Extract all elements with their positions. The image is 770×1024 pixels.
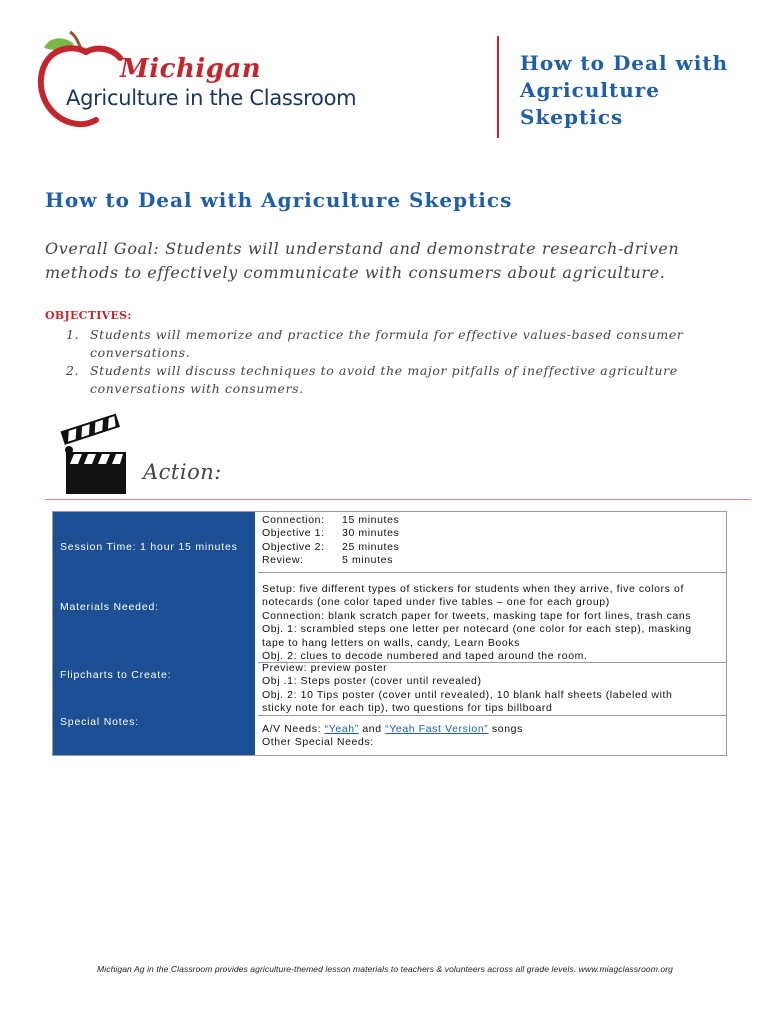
logo — [34, 30, 357, 130]
logo-michigan: Michigan — [120, 54, 262, 84]
objective-text: Students will memorize and practice the formula for effective values-based consumer conversations. — [90, 327, 684, 360]
action-heading: Action: — [143, 460, 222, 484]
apple-logo-icon — [34, 30, 134, 130]
clapperboard-icon — [60, 412, 130, 496]
materials-line: tape to hang letters on walls, candy, Learn Books — [262, 636, 521, 649]
objective-number: 2. — [66, 363, 80, 378]
schedule-time: 15 minutes — [342, 514, 400, 526]
flipcharts-line: sticky note for each tip), two questions for tips billboard — [262, 702, 553, 715]
header-title-line2: Agriculture — [520, 78, 660, 102]
special-notes-text — [262, 723, 523, 750]
objectives-label: OBJECTIVES: — [45, 309, 132, 322]
objective-text: Students will discuss techniques to avoid the major pitfalls of ineffective agriculture conversations with consumers. — [90, 363, 678, 396]
lesson-table — [52, 511, 727, 756]
header-title-line3: Skeptics — [520, 105, 624, 129]
materials-line: Obj. 1: scrambled steps one letter per notecard (one color for each step), masking — [262, 623, 692, 636]
materials-line: Setup: five different types of stickers for students when they arrive, five colors of — [262, 583, 684, 595]
logo-subtitle: Agriculture in the Classroom — [66, 86, 357, 110]
av-needs-prefix: A/V Needs: — [262, 723, 325, 735]
page-title: How to Deal with Agriculture Skeptics — [45, 188, 513, 212]
materials-label: Materials Needed: — [60, 601, 159, 613]
materials-line: notecards (one color taped under five tables – one for each group) — [262, 596, 610, 609]
objective-item — [66, 362, 726, 398]
header-title — [520, 50, 750, 131]
schedule-name: Connection: — [262, 514, 325, 526]
schedule-row — [262, 554, 399, 567]
flipcharts-text — [262, 662, 672, 716]
av-needs-and: and — [358, 723, 386, 735]
yeah-song-link[interactable]: “Yeah” — [324, 723, 359, 735]
row-divider — [258, 572, 726, 573]
footer-text: Michigan Ag in the Classroom provides agriculture-themed lesson materials to teachers & volunteers across all grade levels. www.miagclassroom.org — [97, 964, 673, 974]
flipcharts-line: Preview: preview poster — [262, 662, 388, 674]
session-schedule — [262, 514, 399, 568]
schedule-time: 25 minutes — [342, 540, 400, 553]
objectives-list — [66, 326, 726, 398]
special-notes-label: Special Notes: — [60, 716, 139, 728]
materials-line: Connection: blank scratch paper for tweets, masking tape for fort lines, trash cans — [262, 609, 692, 622]
header-divider — [497, 36, 499, 138]
header-title-line1: How to Deal with — [520, 51, 729, 75]
objective-number: 1. — [66, 327, 80, 342]
row-divider — [258, 715, 726, 716]
schedule-time: 30 minutes — [342, 527, 400, 540]
av-needs-suffix: songs — [488, 723, 523, 735]
av-needs-line — [262, 723, 523, 736]
schedule-name: Objective 1: — [262, 527, 325, 540]
flipcharts-line: Obj .1: Steps poster (cover until revealed) — [262, 675, 482, 688]
table-label-column — [53, 512, 255, 755]
session-time-label: Session Time: 1 hour 15 minutes — [60, 541, 238, 553]
objective-item — [66, 326, 726, 362]
overall-goal: Overall Goal: Students will understand and demonstrate research-driven methods to effectively communicate with consumers about agriculture. — [45, 239, 680, 282]
schedule-row — [262, 514, 399, 527]
flipcharts-line: Obj. 2: 10 Tips poster (cover until revealed), 10 blank half sheets (labeled with — [262, 688, 673, 701]
other-special-needs: Other Special Needs: — [262, 736, 374, 749]
schedule-name: Review: — [262, 554, 304, 567]
schedule-time: 5 minutes — [342, 554, 393, 567]
materials-text — [262, 583, 692, 663]
materials-line: Obj. 2: clues to decode numbered and taped around the room. — [262, 650, 588, 663]
action-divider — [45, 499, 751, 500]
flipcharts-label: Flipcharts to Create: — [60, 669, 172, 681]
yeah-fast-version-link[interactable]: “Yeah Fast Version” — [385, 723, 489, 735]
schedule-name: Objective 2: — [262, 540, 325, 553]
schedule-row — [262, 527, 399, 540]
schedule-row — [262, 541, 399, 554]
